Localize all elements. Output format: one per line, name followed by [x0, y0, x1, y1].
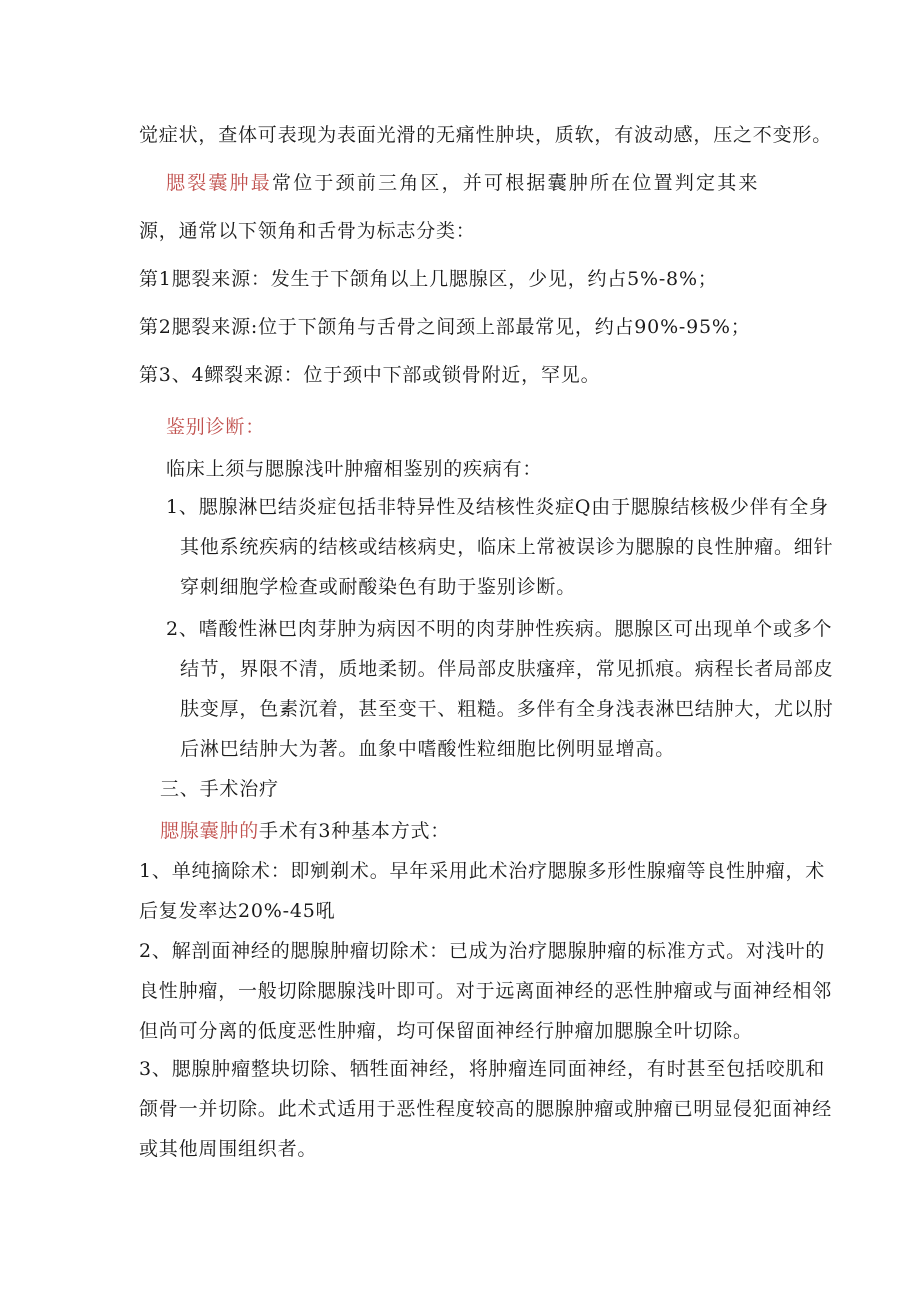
paragraph-top: 觉症状，查体可表现为表面光滑的无痛性肿块，质软，有波动感，压之不变形。 [139, 124, 833, 146]
branchial-origin-2: 第2腮裂来源:位于下颌角与舌骨之间颈上部最常见，约占90%-95%； [139, 316, 751, 338]
branchial-cyst-intro-rest: 常位于颈前三角区，并可根据囊肿所在位置判定其来 [272, 172, 760, 194]
surgery-method-1-line1: 1、单纯摘除术：即剜剃术。早年采用此术治疗腮腺多形性腺瘤等良性肿瘤，术 [139, 860, 826, 882]
differential-item-2-line3: 肤变厚，色素沉着，甚至变干、粗糙。多伴有全身浅表淋巴结肿大，尤以肘 [180, 698, 834, 720]
differential-item-1-line3: 穿刺细胞学检查或耐酸染色有助于鉴别诊断。 [180, 576, 577, 598]
differential-item-2-line4: 后淋巴结肿大为著。血象中嗜酸性粒细胞比例明显增高。 [180, 738, 676, 760]
surgery-method-2-line2: 良性肿瘤，一般切除腮腺浅叶即可。对于远离面神经的恶性肿瘤或与面神经相邻 [139, 980, 833, 1002]
surgery-method-3-line3: 或其他周围组织者。 [139, 1138, 318, 1160]
surgery-intro-highlight: 腮腺囊肿的 [160, 820, 260, 842]
surgery-intro [160, 818, 450, 844]
surgery-method-3-line1: 3、腮腺肿瘤整块切除、牺牲面神经，将肿瘤连同面神经，有时甚至包括咬肌和 [139, 1058, 826, 1080]
differential-intro: 临床上须与腮腺浅叶肿瘤相鉴别的疾病有： [166, 458, 543, 480]
branchial-cyst-intro-line2: 源，通常以下领角和舌骨为标志分类： [139, 220, 476, 242]
surgery-method-3-line2: 颌骨一并切除。此术式适用于恶性程度较高的腮腺肿瘤或肿瘤已明显侵犯面神经 [139, 1098, 833, 1120]
differential-heading: 鉴别诊断： [166, 416, 266, 438]
branchial-cyst-intro [166, 170, 760, 196]
surgery-method-2-line3: 但尚可分离的低度恶性肿瘤，均可保留面神经行肿瘤加腮腺全叶切除。 [139, 1020, 753, 1042]
branchial-cyst-highlight: 腮裂囊肿最 [166, 172, 273, 194]
surgery-method-2-line1: 2、解剖面神经的腮腺肿瘤切除术：已成为治疗腮腺肿瘤的标准方式。对浅叶的 [139, 940, 826, 962]
surgery-heading: 三、手术治疗 [160, 778, 279, 800]
differential-item-2-line1: 2、嗜酸性淋巴肉芽肿为病因不明的肉芽肿性疾病。腮腺区可出现单个或多个 [166, 618, 833, 640]
differential-item-2-line2: 结节，界限不清，质地柔韧。伴局部皮肤瘙痒，常见抓痕。病程长者局部皮 [180, 658, 834, 680]
branchial-origin-3-4: 第3、4鳏裂来源：位于颈中下部或锁骨附近，罕见。 [139, 364, 601, 386]
differential-item-1-line2: 其他系统疾病的结核或结核病史，临床上常被误诊为腮腺的良性肿瘤。细针 [180, 536, 834, 558]
differential-item-1-line1: 1、腮腺淋巴结炎症包括非特异性及结核性炎症Q由于腮腺结核极少伴有全身 [166, 496, 829, 518]
surgery-method-1-line2: 后复发率达20%-45吼 [139, 900, 336, 922]
surgery-intro-rest: 手术有3种基本方式： [259, 820, 451, 842]
branchial-origin-1: 第1腮裂来源：发生于下颌角以上几腮腺区，少见，约占5%-8%； [139, 268, 718, 290]
